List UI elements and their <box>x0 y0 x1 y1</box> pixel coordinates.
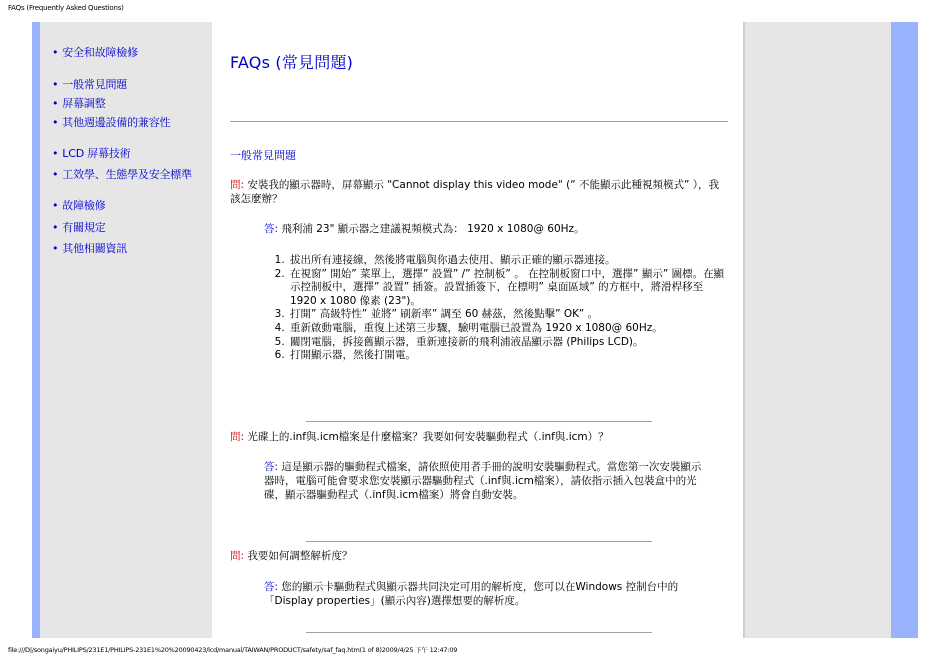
bullet-icon: • <box>52 199 59 212</box>
question-text: 光碟上的.inf與.icm檔案是什麼檔案？我要如何安裝驅動程式（.inf與.icm）？ <box>247 431 609 443</box>
bullet-icon: • <box>52 46 59 59</box>
sidebar-item-label: 屏幕調整 <box>62 97 106 110</box>
question-text: 我要如何調整解析度？ <box>247 550 353 562</box>
bullet-icon: • <box>52 116 59 129</box>
sidebar-item-label: 安全和故障檢修 <box>62 46 138 59</box>
section-heading: 一般常見問題 <box>230 149 296 162</box>
sidebar-item-peripheral-compat[interactable] <box>52 114 170 130</box>
sidebar-item-label: 故障檢修 <box>62 199 106 212</box>
question-tag: 問: <box>230 550 245 562</box>
faq-question-3 <box>230 549 720 563</box>
page-footer: file:///D|/songaiyu/PHILIPS/231E1/PHILIPS-231E1%20%20090423/lcd/manual/TAIWAN/PRODUCT/safety/saf_faq.htm(1 of 8)2009/4/25 下午 12:47:09 <box>8 646 458 654</box>
content-edge <box>743 22 745 638</box>
faq-answer-3 <box>264 580 704 608</box>
faq-steps-list <box>264 254 728 363</box>
list-item: 6. 打開顯示器，然後打開電。 <box>288 349 728 363</box>
sidebar-item-lcd-tech[interactable] <box>52 145 130 161</box>
list-item: 5. 關閉電腦，拆接舊顯示器，重新連接新的飛利浦液晶顯示器 (Philips LCD)。 <box>288 336 728 350</box>
sidebar-item-label: LCD 屏幕技術 <box>62 147 131 160</box>
sidebar-item-troubleshooting[interactable] <box>52 197 106 213</box>
faq-divider <box>306 541 652 542</box>
answer-tag: 答: <box>264 461 279 473</box>
answer-text: 飛利浦 23" 顯示器之建議視頻模式為： 1920 x 1080@ 60Hz。 <box>281 223 585 235</box>
bullet-icon: • <box>52 168 59 181</box>
list-item: 1. 拔出所有連接線，然後將電腦與你過去使用、顯示正確的顯示器連接。 <box>288 254 728 268</box>
faq-divider <box>306 421 652 422</box>
sidebar-item-regulations[interactable] <box>52 219 106 235</box>
bullet-icon: • <box>52 78 59 91</box>
sidebar-item-label: 一般常見問題 <box>62 78 128 91</box>
faq-question-2 <box>230 430 720 444</box>
sidebar-item-label: 其他週邊設備的兼容性 <box>62 116 171 129</box>
list-item: 2. 在視窗” 開始” 菜單上，選擇” 設置” /” 控制板” 。 在控制板窗口中，選擇” 顯示” 圖標。在顯示控制板中，選擇” 設置” 插簽。設置插簽下，在標明” 桌面區域” 的方框中，將滑桿移至 1920 x 1080 像素 (23")。 <box>288 268 728 309</box>
list-item: 4. 重新啟動電腦，重復上述第三步驟，驗明電腦已設置為 1920 x 1080@ 60Hz。 <box>288 322 728 336</box>
sidebar-item-label: 工效學、生態學及安全標準 <box>62 168 192 181</box>
question-tag: 問: <box>230 431 245 443</box>
sidebar-item-general-faq[interactable] <box>52 76 127 92</box>
sidebar-item-other-info[interactable] <box>52 240 127 256</box>
faq-answer-2 <box>264 460 704 502</box>
answer-tag: 答: <box>264 581 279 593</box>
sidebar-item-screen-adjustment[interactable] <box>52 95 106 111</box>
main-content <box>212 22 743 638</box>
sidebar-item-ergonomics-standards[interactable] <box>52 166 192 182</box>
sidebar-item-safety-troubleshooting[interactable] <box>52 44 138 60</box>
list-item: 3. 打開” 高級特性” 並將” 刷新率” 調至 60 赫茲，然後點擊” OK” 。 <box>288 308 728 322</box>
question-tag: 問: <box>230 179 245 191</box>
right-gutter <box>743 22 891 638</box>
answer-text: 這是顯示器的驅動程式檔案，請依照使用者手冊的說明安裝驅動程式。當您第一次安裝顯示器時，電腦可能會要求您安裝顯示器驅動程式（.inf與.icm檔案），請依指示插入包裝盒中的光碟，顯示器驅動程式（.inf與.icm檔案）將會自動安裝。 <box>264 461 702 501</box>
bullet-icon: • <box>52 221 59 234</box>
answer-text: 您的顯示卡驅動程式與顯示器共同決定可用的解析度，您可以在Windows 控制台中的「Display properties」(顯示內容)選擇想要的解析度。 <box>264 581 679 607</box>
sidebar <box>40 22 212 638</box>
question-text: 安裝我的顯示器時，屏幕顯示 "Cannot display this video mode" (“ 不能顯示此種視頻模式” ），我該怎麼辦？ <box>230 179 719 205</box>
bullet-icon: • <box>52 242 59 255</box>
bullet-icon: • <box>52 147 59 160</box>
answer-tag: 答: <box>264 223 279 235</box>
sidebar-item-label: 有關規定 <box>62 221 106 234</box>
sidebar-item-label: 其他相關資訊 <box>62 242 128 255</box>
page-title: FAQs (常見問題) <box>230 53 354 72</box>
faq-answer-1 <box>264 222 704 236</box>
faq-divider <box>306 632 652 633</box>
section-divider <box>230 121 728 122</box>
page-header: FAQs (Frequently Asked Questions) <box>8 4 124 12</box>
bullet-icon: • <box>52 97 59 110</box>
faq-question-1 <box>230 178 720 206</box>
